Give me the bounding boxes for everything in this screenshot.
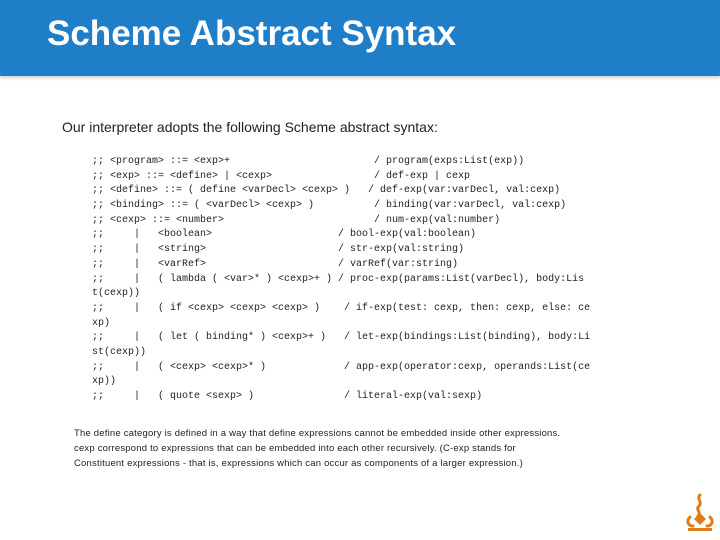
slide-title: Scheme Abstract Syntax: [47, 14, 457, 53]
code-line: ;; | ( <cexp> <cexp>* ) / app-exp(operator:cexp, operands:List(ce: [92, 361, 591, 373]
code-line: ;; | <varRef> / varRef(var:string): [92, 258, 459, 270]
code-line: ;; <binding> ::= ( <varDecl> <cexp> ) / binding(var:varDecl, val:cexp): [92, 200, 567, 212]
code-line: ;; | ( if <cexp> <cexp> <cexp> ) / if-exp(test: cexp, then: cexp, else: ce: [92, 302, 591, 314]
university-logo-icon: [683, 493, 717, 533]
syntax-code-block: [92, 155, 591, 405]
description-text: The define category is defined in a way that define expressions cannot be embedded inside other expressions. cexp correspond to expressions that can be embedded into each other recursively. (C-exp stands for Constituent expressions - that is, expressions which can occur as components of a larger expression.): [74, 428, 561, 469]
code-line: st(cexp)): [92, 346, 147, 358]
title-bar: [0, 0, 720, 76]
code-line: t(cexp)): [92, 288, 141, 300]
code-line: ;; | <boolean> / bool-exp(val:boolean): [92, 229, 477, 241]
intro-text: Our interpreter adopts the following Scheme abstract syntax:: [62, 119, 438, 135]
code-line: ;; <define> ::= ( define <varDecl> <cexp> ) / def-exp(var:varDecl, val:cexp): [92, 185, 561, 197]
code-line: ;; | ( quote <sexp> ) / literal-exp(val:sexp): [92, 391, 483, 402]
code-line: ;; | ( let ( binding* ) <cexp>+ ) / let-exp(bindings:List(binding), body:Li: [92, 332, 591, 344]
code-line: ;; <program> ::= <exp>+ / program(exps:List(exp)): [92, 156, 525, 167]
code-line: ;; <cexp> ::= <number> / num-exp(val:number): [92, 214, 501, 226]
code-line: ;; <exp> ::= <define> | <cexp> / def-exp | cexp: [92, 170, 471, 182]
code-line: xp)): [92, 376, 117, 388]
code-line: xp): [92, 317, 111, 329]
code-line: ;; | <string> / str-exp(val:string): [92, 244, 465, 256]
code-line: ;; | ( lambda ( <var>* ) <cexp>+ ) / proc-exp(params:List(varDecl), body:Lis: [92, 273, 585, 285]
